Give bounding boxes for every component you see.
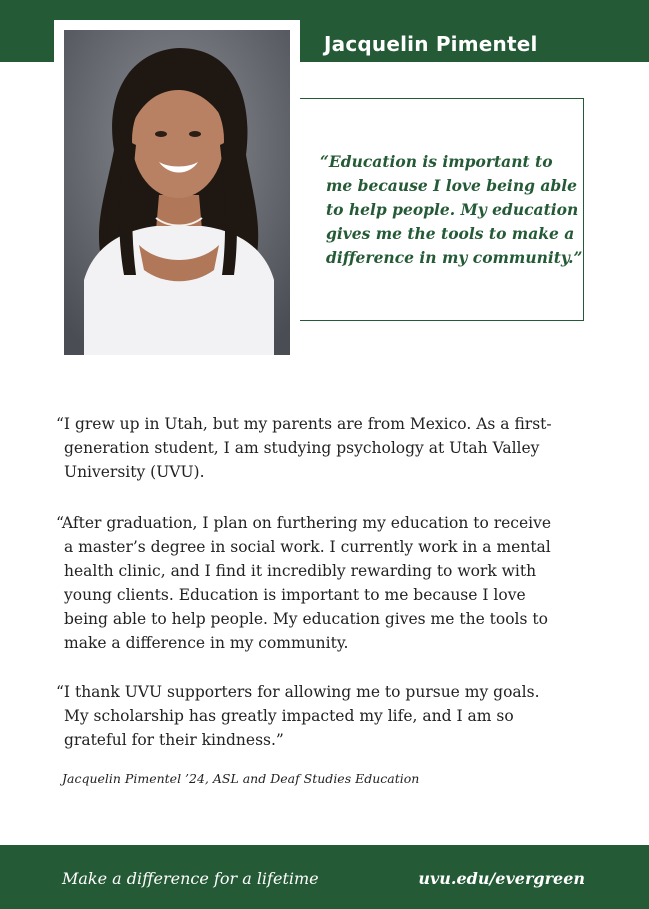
paragraph-line: “I thank UVU supporters for allowing me to pursue my goals.	[56, 683, 540, 701]
student-name: Jacquelin Pimentel	[324, 32, 538, 56]
pull-quote	[320, 150, 583, 270]
paragraph-line: young clients. Education is important to me because I love	[64, 586, 526, 604]
paragraph-line: health clinic, and I find it incredibly rewarding to work with	[64, 562, 537, 580]
pull-quote-line: difference in my community.”	[326, 248, 583, 267]
paragraph-line: My scholarship has greatly impacted my life, and I am so	[64, 707, 514, 725]
pull-quote-line: “Education is important to	[320, 152, 553, 171]
pull-quote-line: gives me the tools to make a	[326, 224, 575, 243]
pull-quote-line: to help people. My education	[326, 200, 579, 219]
testimonial-paragraph-3	[56, 680, 590, 752]
paragraph-line: grateful for their kindness.”	[64, 731, 284, 749]
footer-tagline: Make a difference for a lifetime	[62, 869, 319, 888]
testimonial-paragraph-1	[56, 412, 590, 484]
attribution: Jacquelin Pimentel ’24, ASL and Deaf Studies Education	[62, 771, 420, 786]
paragraph-line: “After graduation, I plan on furthering my education to receive	[56, 514, 552, 532]
student-portrait-photo	[64, 30, 290, 355]
pull-quote-line: me because I love being able	[326, 176, 577, 195]
paragraph-line: University (UVU).	[64, 463, 205, 481]
paragraph-line: generation student, I am studying psychology at Utah Valley	[64, 439, 540, 457]
footer-url-link[interactable]: uvu.edu/evergreen	[418, 869, 585, 888]
paragraph-line: being able to help people. My education gives me the tools to	[64, 610, 548, 628]
paragraph-line: make a difference in my community.	[64, 634, 349, 652]
paragraph-line: “I grew up in Utah, but my parents are from Mexico. As a first-	[56, 415, 552, 433]
paragraph-line: a master’s degree in social work. I currently work in a mental	[64, 538, 551, 556]
testimonial-paragraph-2	[56, 511, 590, 655]
